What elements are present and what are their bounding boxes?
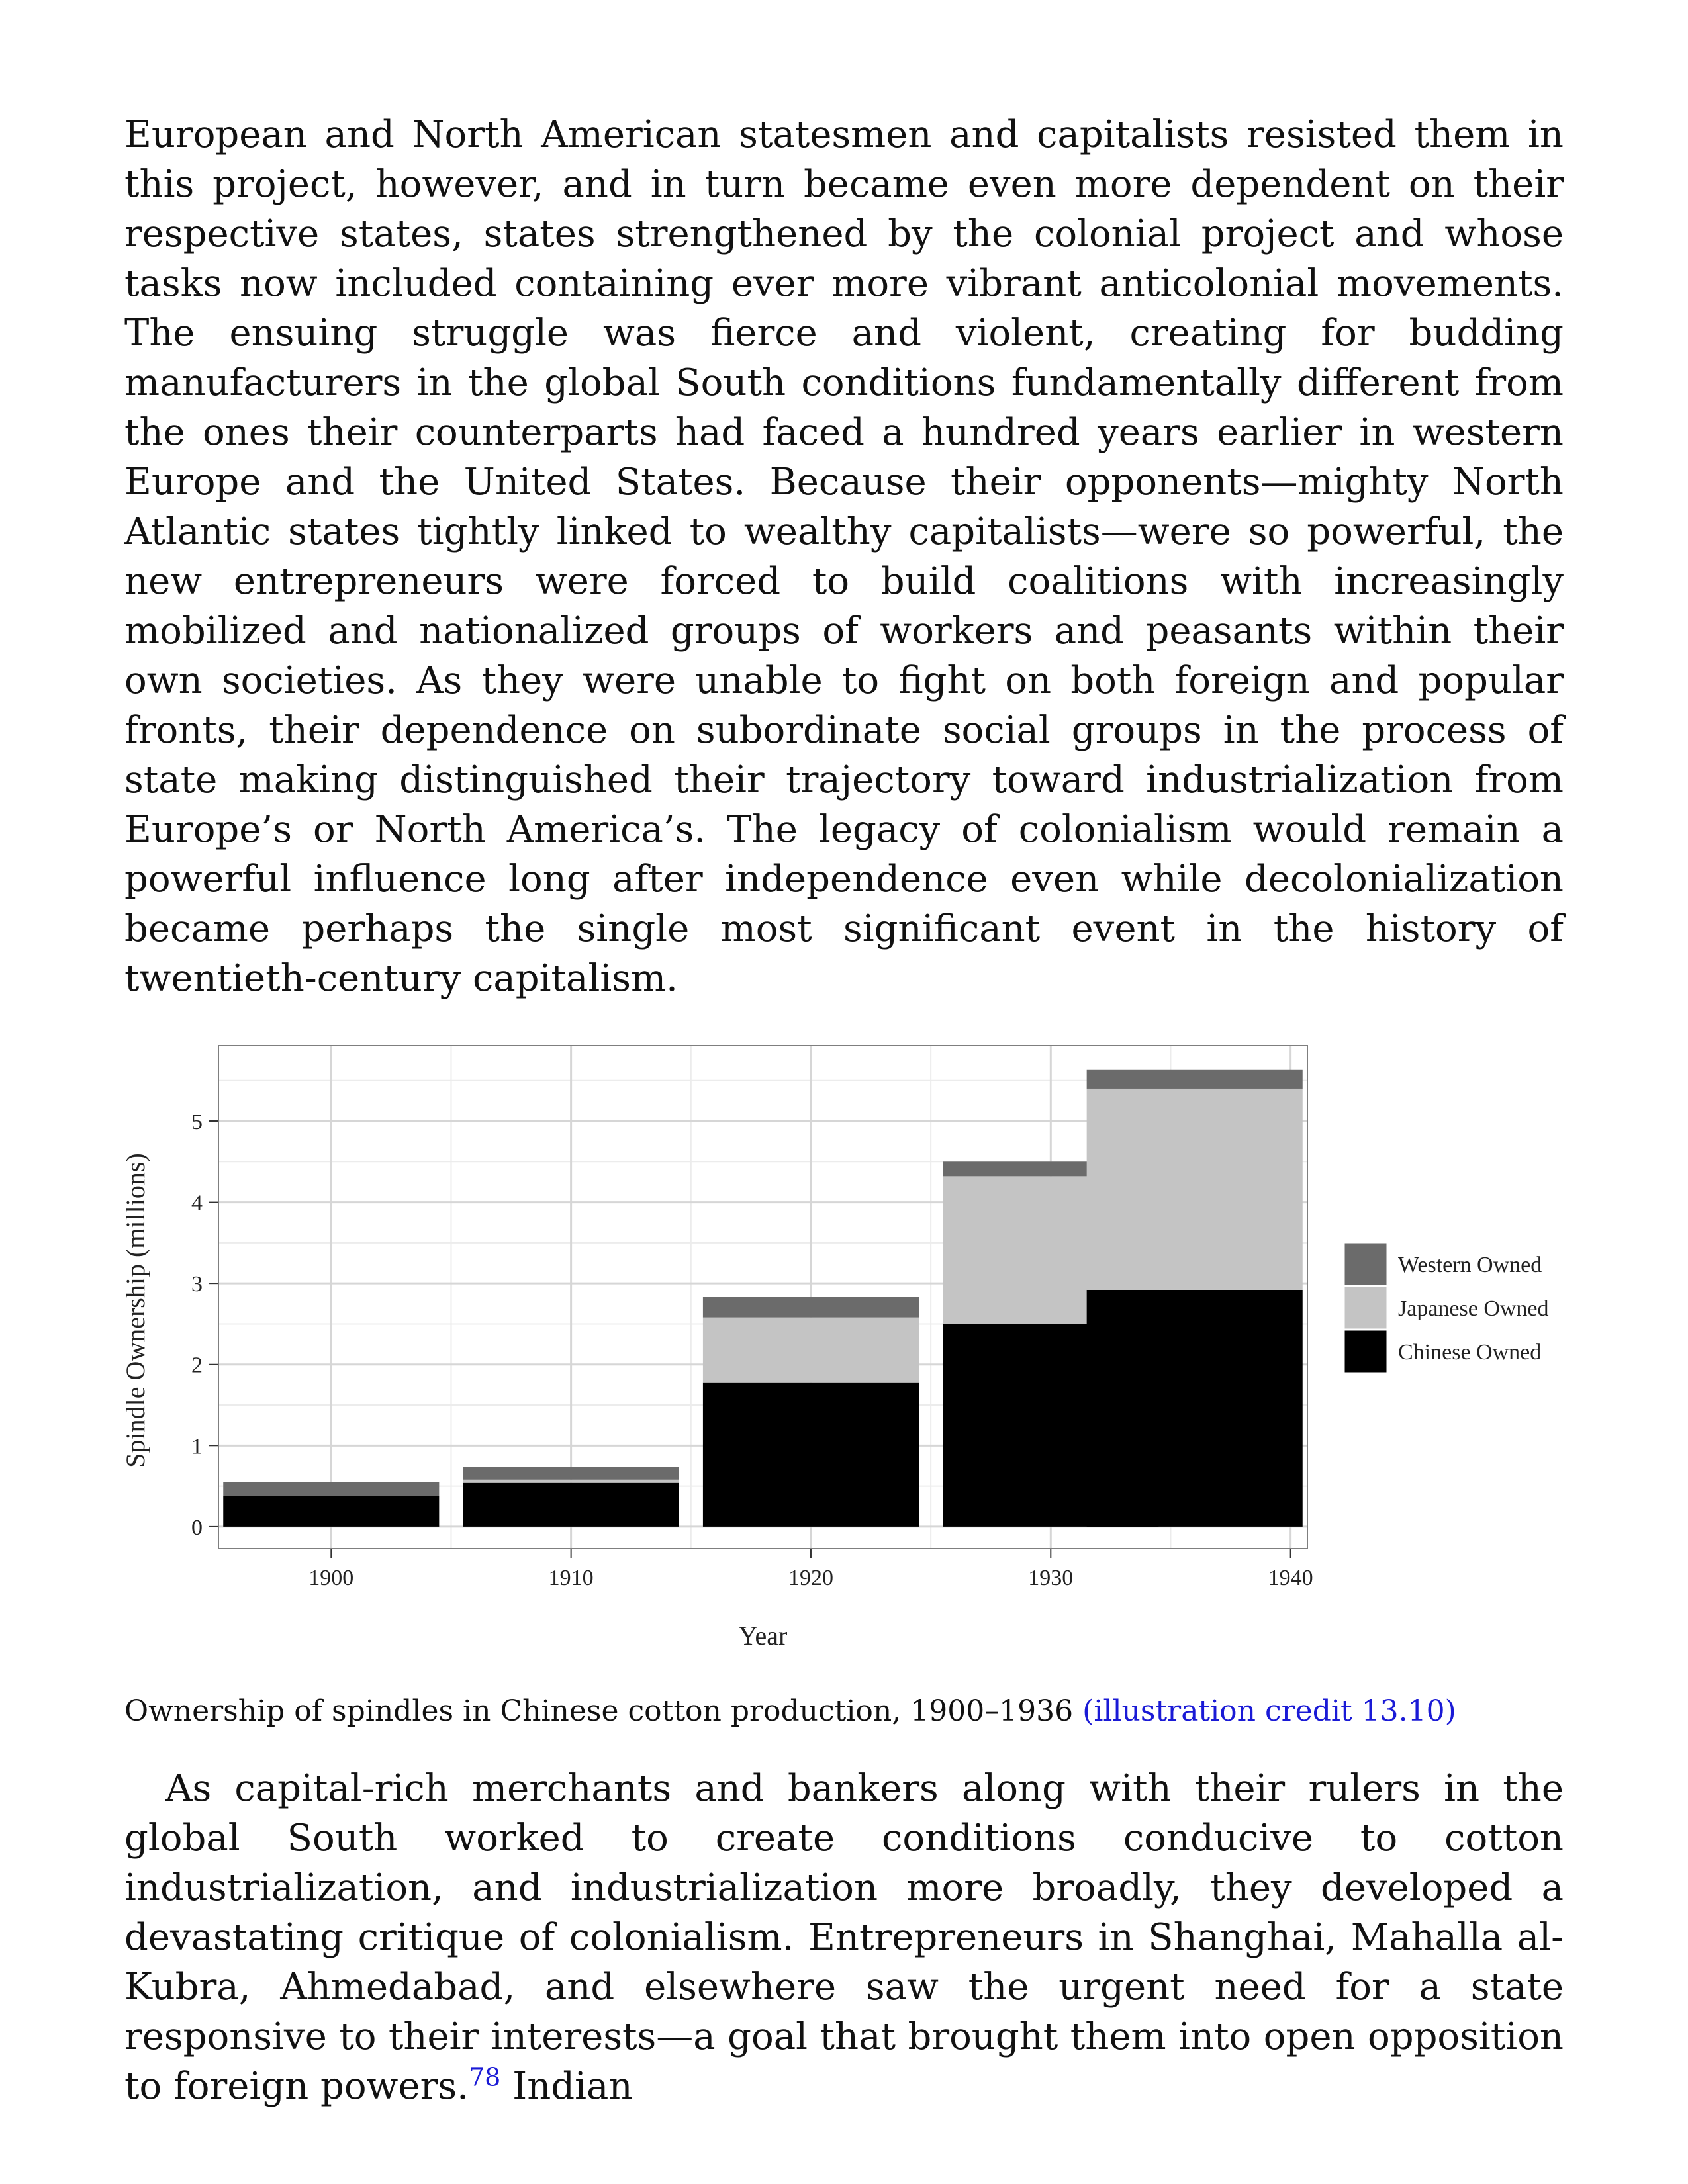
y-tick-label: 0: [191, 1515, 203, 1540]
bar-segment: [703, 1297, 919, 1318]
bar-segment: [1087, 1089, 1303, 1290]
legend-key: [1344, 1242, 1387, 1286]
y-tick-label: 1: [191, 1434, 203, 1459]
caption-text: Ownership of spindles in Chinese cotton production, 1900–1936: [124, 1694, 1074, 1728]
legend-key: [1344, 1286, 1387, 1330]
bar-segment: [703, 1383, 919, 1527]
paragraph-text: As capital-rich merchants and bankers along with their rulers in the global South worked to create conditions conducive to cotton industrialization, and industrialization more broadly, they developed a devastating critique of colonialism. Entrepreneurs in Shanghai, Mahalla al-Kubra, Ahmedabad, and elsewhere saw the urgent need for a state responsive to their interests—a goal that brought them into open opposition to foreign powers.: [124, 1767, 1564, 2108]
bar-segment: [463, 1480, 679, 1483]
y-axis-title: Spindle Ownership (millions): [120, 1153, 150, 1468]
illustration-credit-link[interactable]: (illustration credit 13.10): [1082, 1694, 1456, 1728]
y-tick-label: 4: [191, 1191, 203, 1216]
y-tick-label: 5: [191, 1110, 203, 1134]
body-paragraph-top: European and North American statesmen and capitalists resisted them in this project, however, and in turn became even more dependent on their respective states, states strengthened by the colonial project and whose tasks now included containing ever more vibrant anticolonial movements. The ensuing struggle was fierce and violent, creating for budding manufacturers in the global South conditions fundamentally different from the ones their counterparts had faced a hundred years earlier in western Europe and the United States. Because their opponents—mighty North Atlantic states tightly linked to wealthy capitalists—were so powerful, the new entrepreneurs were forced to build coalitions with increasingly mobilized and nationalized groups of workers and peasants within their own societies. As they were unable to fight on both foreign and popular fronts, their dependence on subordinate social groups in the process of state making distinguished their trajectory toward industrialization from Europe’s or North America’s. The legacy of colonialism would remain a powerful influence long after independence even while decolonialization became perhaps the single most significant event in the history of twentieth-century capitalism.: [124, 113, 1564, 1000]
figure-caption: [124, 1693, 1456, 1730]
spindle-ownership-chart: [0, 1019, 1688, 1668]
legend-label: Japanese Owned: [1398, 1297, 1549, 1321]
legend-label: Chinese Owned: [1398, 1340, 1542, 1365]
legend-label: Western Owned: [1398, 1253, 1542, 1277]
y-tick-label: 2: [191, 1353, 203, 1378]
bar-segment: [1087, 1070, 1303, 1089]
paragraph-text-end: Indian: [500, 2065, 633, 2108]
x-tick-label: 1940: [1268, 1566, 1313, 1590]
footnote-reference-link[interactable]: 78: [468, 2062, 501, 2092]
x-tick-label: 1930: [1028, 1566, 1074, 1590]
x-axis-title: Year: [738, 1621, 788, 1651]
x-tick-label: 1920: [788, 1566, 833, 1590]
bar-segment: [1087, 1290, 1303, 1527]
x-tick-label: 1900: [308, 1566, 354, 1590]
bar-segment: [703, 1318, 919, 1383]
x-tick-label: 1910: [548, 1566, 594, 1590]
bar-segment: [463, 1467, 679, 1480]
y-tick-label: 3: [191, 1272, 203, 1297]
legend-key: [1344, 1330, 1387, 1373]
bar-segment: [223, 1482, 439, 1496]
bar-segment: [463, 1483, 679, 1527]
body-paragraph-bottom: [124, 1764, 1564, 2111]
bar-segment: [223, 1496, 439, 1527]
